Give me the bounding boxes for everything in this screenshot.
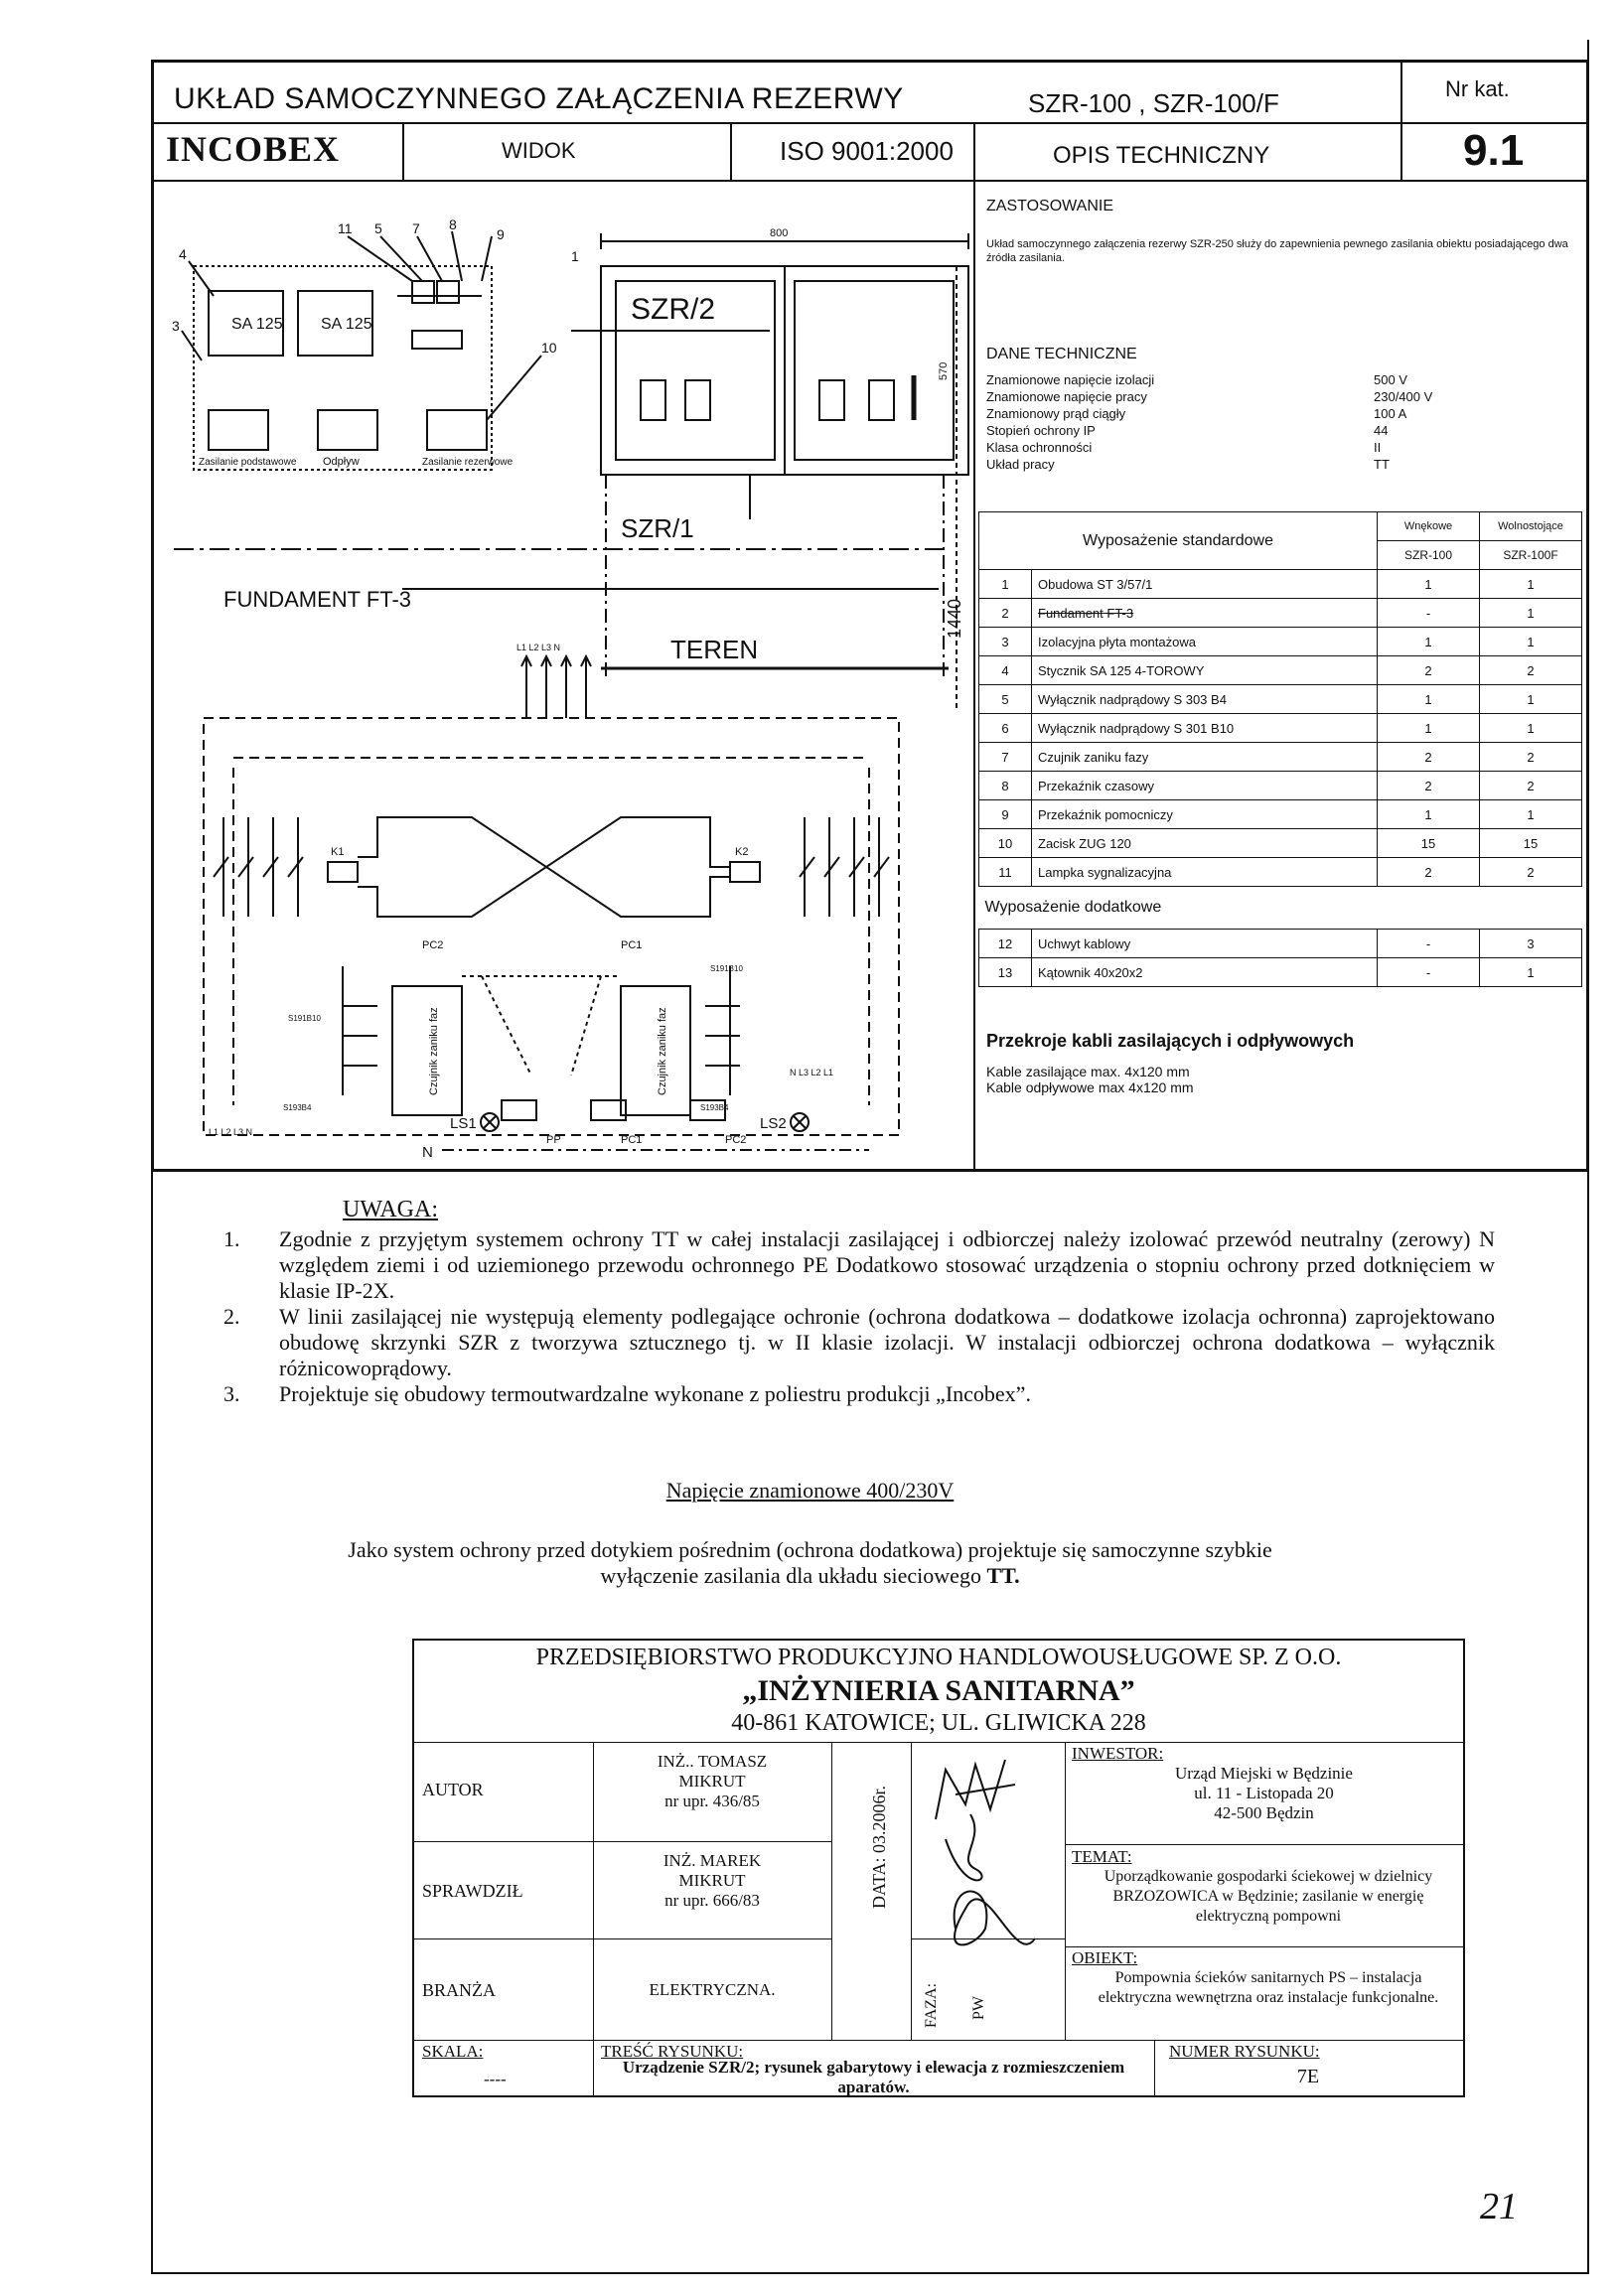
table-cell-n: 4 xyxy=(979,656,1032,685)
signatures xyxy=(916,1750,1060,2018)
table-cell-a: 1 xyxy=(1378,714,1480,743)
table-row xyxy=(979,685,1582,714)
drawing-content-value: Urządzenie SZR/2; rysunek gabarytowy i elewacja z rozmieszczeniem aparatów. xyxy=(622,2058,1125,2096)
table-row xyxy=(979,858,1582,887)
drawing-number-label: NUMER RYSUNKU: xyxy=(1169,2042,1320,2061)
label-phases-left: L1 L2 L3 N xyxy=(209,1127,253,1137)
table-cell-a: 2 xyxy=(1378,772,1480,800)
callout-4: 4 xyxy=(179,246,187,262)
table-cell-b: 2 xyxy=(1480,743,1582,772)
drawing-number-value: 7E xyxy=(1296,2066,1320,2087)
note-number: 1. xyxy=(223,1226,240,1251)
contactor-label-1: SA 125 xyxy=(231,316,283,333)
callout-9: 9 xyxy=(497,226,505,242)
label-phases-right: N L3 L2 L1 xyxy=(790,1068,834,1077)
table-cell-n: 2 xyxy=(979,599,1032,628)
notes-title: UWAGA: xyxy=(343,1197,438,1222)
notes-list xyxy=(223,1226,1495,1407)
table-cell-name: Kątownik 40x20x2 xyxy=(1032,958,1378,987)
table-cell-a: 1 xyxy=(1378,685,1480,714)
iso-label: ISO 9001:2000 xyxy=(780,136,954,166)
table-cell-n: 12 xyxy=(979,930,1032,958)
page-border-bottom xyxy=(151,2272,1589,2274)
table-cell-b: 1 xyxy=(1480,628,1582,656)
table-row xyxy=(979,570,1582,599)
branza-label: BRANŻA xyxy=(422,1980,497,2000)
label-pc1-bottom: PC1 xyxy=(621,1134,643,1146)
table-row xyxy=(979,829,1582,858)
phase-label: FAZA: xyxy=(923,1982,940,2028)
title-block: PRZEDSIĘBIORSTWO PRODUKCYJNO HANDLOWOUSŁUGOWE SP. Z O.O. „INŻYNIERIA SANITARNA” 40-861 KATOWICE; UL. GLIWICKA 228 AUTOR INŻ.. TOMASZ MIKRUT nr upr. 436/85 SPRAWDZIŁ INŻ. MAREK MIKRUT nr upr. 666/83 BRANŻA ELEKTRYCZNA. DATA: 03.2006r. FAZA: PW INWESTOR: Urząd Miejski w Będzinie ul. 11 - Listopada 20 42-500 Będzin TEMAT: Uporządkowanie gospodarki ściekowej w dzielnicy BRZOZOWICA w Będzinie; zasilanie w energię elektryczną pompowni OBIEKT: Pompownia ścieków sanitarnych PS – instalacja elektryczna wewnętrzna oraz instalacje funkcjonalne. SKALA: ---- TREŚĆ RYSUNKU: Urządzenie SZR/2; rysunek gabarytowy i elewacja z rozmieszczeniem aparatów. NUMER RYSUNKU: 7E xyxy=(412,1639,1465,2097)
investor-label: INWESTOR: xyxy=(1072,1744,1164,1763)
branza-value: ELEKTRYCZNA. xyxy=(649,1980,776,1999)
table-row xyxy=(979,930,1582,958)
note-number: 2. xyxy=(223,1304,240,1329)
table-cell-a: 15 xyxy=(1378,829,1480,858)
autor-name: INŻ.. TOMASZ MIKRUT nr upr. 436/85 xyxy=(657,1752,768,1810)
table-cell-n: 6 xyxy=(979,714,1032,743)
sprawdzil-label: SPRAWDZIŁ xyxy=(422,1881,523,1901)
table-cell-a: - xyxy=(1378,599,1480,628)
scale-value: ---- xyxy=(484,2070,507,2088)
label-pp: PP xyxy=(546,1134,561,1146)
label-ls1: LS1 xyxy=(450,1115,477,1132)
view-label: WIDOK xyxy=(502,138,576,163)
table-cell-a: 2 xyxy=(1378,743,1480,772)
object-label: OBIEKT: xyxy=(1072,1948,1138,1967)
note-item xyxy=(223,1304,1495,1381)
contactor-label-2: SA 125 xyxy=(321,316,372,333)
dimension-800: 800 xyxy=(770,227,789,239)
label-k2: K2 xyxy=(735,846,749,858)
label-s191b10-right: S191B10 xyxy=(710,964,743,973)
table-cell-a: - xyxy=(1378,958,1480,987)
table-row xyxy=(979,714,1582,743)
scale-label: SKALA: xyxy=(422,2042,484,2061)
label-rezerwowe: Zasilanie rezerwowe xyxy=(422,457,514,468)
label-pc2: PC2 xyxy=(422,939,444,951)
dimension-570: 570 xyxy=(938,361,950,380)
table-cell-b: 2 xyxy=(1480,656,1582,685)
table-cell-a: 1 xyxy=(1378,628,1480,656)
table-cell-name: Stycznik SA 125 4-TOROWY xyxy=(1032,656,1378,685)
catalog-number: 9.1 xyxy=(1463,126,1525,175)
technical-drawing xyxy=(154,182,972,1165)
label-s193b4-right: S193B4 xyxy=(700,1103,729,1112)
table-cell-name: Obudowa ST 3/57/1 xyxy=(1032,570,1378,599)
technical-data-list: Znamionowe napięcie izolacji 500 V Znamionowe napięcie pracy 230/400 V Znamionowy prąd ciągły 100 A Stopień ochrony IP 44 Klasa ochronności II Układ pracy TT xyxy=(986,372,1433,472)
label-s191b10-left: S191B10 xyxy=(288,1014,321,1023)
catalog-number-label: Nr kat. xyxy=(1445,76,1510,101)
investor-value: Urząd Miejski w Będzinie ul. 11 - Listopada 20 42-500 Będzin xyxy=(1175,1764,1353,1822)
table-cell-b: 1 xyxy=(1480,570,1582,599)
label-fundament: FUNDAMENT FT-3 xyxy=(223,587,412,612)
table-row xyxy=(979,656,1582,685)
table-row xyxy=(979,743,1582,772)
table-cell-name: Wyłącznik nadprądowy S 301 B10 xyxy=(1032,714,1378,743)
table-cell-n: 11 xyxy=(979,858,1032,887)
section-dane-techniczne: DANE TECHNICZNE xyxy=(986,346,1137,362)
table-row xyxy=(979,599,1582,628)
table-cell-name: Fundament FT-3 xyxy=(1032,599,1378,628)
table-cell-name: Przekaźnik pomocniczy xyxy=(1032,800,1378,829)
table-cell-n: 1 xyxy=(979,570,1032,599)
sprawdzil-name: INŻ. MAREK MIKRUT nr upr. 666/83 xyxy=(663,1851,762,1910)
table-cell-name: Przekaźnik czasowy xyxy=(1032,772,1378,800)
table-cell-b: 1 xyxy=(1480,599,1582,628)
phase-value: PW xyxy=(970,1996,987,2020)
table-cell-a: 2 xyxy=(1378,656,1480,685)
label-k1: K1 xyxy=(331,846,345,858)
signature-author xyxy=(936,1760,1015,1880)
table-cell-n: 3 xyxy=(979,628,1032,656)
label-n: N xyxy=(422,1144,433,1161)
signature-checker xyxy=(955,1892,1035,1945)
label-szr2: SZR/2 xyxy=(631,293,716,326)
callout-10: 10 xyxy=(541,340,557,356)
label-zasilanie: Zasilanie podstawowe xyxy=(199,457,297,468)
table-cell-name: Czujnik zaniku fazy xyxy=(1032,743,1378,772)
sheet-models: SZR-100 , SZR-100/F xyxy=(1028,88,1279,118)
callout-5: 5 xyxy=(374,220,382,236)
sheet-title: UKŁAD SAMOCZYNNEGO ZAŁĄCZENIA REZERWY xyxy=(174,82,904,115)
section-zastosowanie: ZASTOSOWANIE Układ samoczynnego załączenia rezerwy SZR-250 służy do zapewnienia pewnego zasilania obiektu posiadającego dwa źródła zasilania. xyxy=(986,198,1568,264)
table-cell-n: 5 xyxy=(979,685,1032,714)
table-header-additional: Wyposażenie dodatkowe xyxy=(979,887,1582,930)
catalog-sheet xyxy=(151,60,1589,1172)
callout-7: 7 xyxy=(412,220,420,236)
rated-voltage: Napięcie znamionowe 400/230V xyxy=(665,1478,955,1503)
label-s193b4-left: S193B4 xyxy=(283,1103,312,1112)
dimension-1440: 1440 xyxy=(945,598,964,639)
table-cell-b: 2 xyxy=(1480,858,1582,887)
table-cell-n: 8 xyxy=(979,772,1032,800)
subject-label: TEMAT: xyxy=(1072,1847,1132,1866)
table-cell-name: Izolacyjna płyta montażowa xyxy=(1032,628,1378,656)
table-cell-n: 13 xyxy=(979,958,1032,987)
callout-11: 11 xyxy=(338,220,353,236)
date-value: DATA: 03.2006r. xyxy=(869,1785,889,1909)
table-cell-b: 1 xyxy=(1480,714,1582,743)
page-number: 21 xyxy=(1480,2186,1518,2227)
section-cables: Przekroje kabli zasilających i odpływowych Kable zasilające max. 4x120 mm Kable odpływowe max 4x120 mm xyxy=(986,1031,1355,1095)
label-ls2: LS2 xyxy=(760,1115,787,1132)
object-value: Pompownia ścieków sanitarnych PS – instalacja elektryczna wewnętrzna oraz instalacje funkcjonalne. xyxy=(1098,1969,1439,2006)
table-cell-a: 1 xyxy=(1378,570,1480,599)
note-text: W linii zasilającej nie występują elementy podlegające ochronie (ochrona dodatkowa – dodatkowe izolacja ochronna) zaprojektowano obudowę skrzynki SZR z tworzywa sztucznego tj. w II klasie izolacji. W instalacji odbiorczej ochrona dodatkowa – wyłącznik różnicowoprądowy. xyxy=(279,1304,1495,1380)
table-cell-name: Lampka sygnalizacyjna xyxy=(1032,858,1378,887)
label-teren: TEREN xyxy=(670,635,759,664)
table-cell-a: 1 xyxy=(1378,800,1480,829)
label-pc1: PC1 xyxy=(621,939,643,951)
table-cell-b: 1 xyxy=(1480,958,1582,987)
table-row xyxy=(979,628,1582,656)
page-border-left xyxy=(151,1172,153,2274)
table-cell-n: 7 xyxy=(979,743,1032,772)
table-cell-name: Uchwyt kablowy xyxy=(1032,930,1378,958)
note-item xyxy=(223,1381,1495,1407)
table-header-standard: Wyposażenie standardowe xyxy=(979,512,1378,570)
table-row xyxy=(979,958,1582,987)
callout-8: 8 xyxy=(449,216,457,232)
note-text: Zgodnie z przyjętym systemem ochrony TT w całej instalacji zasilającej i odbiorczej należy izolować przewód neutralny (zerowy) N względem ziemi i od uziemionego przewodu ochronnego PE Dodatkowo stosować urządzenia o stopniu ochrony przed dotknięciem w klasie IP-2X. xyxy=(279,1226,1495,1303)
callout-3: 3 xyxy=(172,318,180,334)
label-pc2-bottom: PC2 xyxy=(725,1134,747,1146)
label-czujnik-left: Czujnik zaniku faz xyxy=(428,1007,440,1095)
table-cell-a: 2 xyxy=(1378,858,1480,887)
equipment-table: Wyposażenie standardowe Wnękowe Wolnostojące SZR-100 SZR-100F 1 Obudowa ST 3/57/1 1 1 2 Fundament FT-3 - 1 3 Izolacyjna płyta montażowa 1 1 4 Stycznik SA 125 4-TOROWY 2 2 5 Wyłącznik nadprądowy S 303 B4 1 1 6 Wyłącznik nadprądowy S 301 B10 1 1 7 Czujnik zaniku fazy 2 2 8 Przekaźnik czasowy 2 2 9 Przekaźnik pomocniczy 1 1 10 Zacisk ZUG 120 15 15 11 Lampka sygnalizacyjna 2 2 Wyposażenie dodatkowe 12 Uchwyt kablowy - 3 13 Kątownik 40x20x2 - 1 xyxy=(978,511,1582,987)
table-cell-b: 2 xyxy=(1480,772,1582,800)
tech-desc-label: OPIS TECHNICZNY xyxy=(1053,142,1270,169)
table-cell-a: - xyxy=(1378,930,1480,958)
table-cell-n: 9 xyxy=(979,800,1032,829)
table-cell-b: 3 xyxy=(1480,930,1582,958)
subject-value: Uporządkowanie gospodarki ściekowej w dzielnicy BRZOZOWICA w Będzinie; zasilanie w energię elektryczną pompowni xyxy=(1104,1868,1433,1925)
note-text: Projektuje się obudowy termoutwardzalne wykonane z poliestru produkcji „Incobex”. xyxy=(279,1381,1031,1406)
table-cell-name: Wyłącznik nadprądowy S 303 B4 xyxy=(1032,685,1378,714)
table-cell-name: Zacisk ZUG 120 xyxy=(1032,829,1378,858)
table-row xyxy=(979,772,1582,800)
table-cell-b: 1 xyxy=(1480,685,1582,714)
incobex-logo: INCOBEX xyxy=(166,129,341,169)
note-item xyxy=(223,1226,1495,1304)
table-row xyxy=(979,800,1582,829)
table-cell-n: 10 xyxy=(979,829,1032,858)
protection-paragraph: Jako system ochrony przed dotykiem pośrednim (ochrona dodatkowa) projektuje się samoczynne szybkie wyłączenie zasilania dla układu sieciowego TT. xyxy=(348,1537,1272,1588)
label-czujnik-right: Czujnik zaniku faz xyxy=(657,1007,668,1095)
callout-1: 1 xyxy=(571,248,579,264)
label-odplyw: Odpływ xyxy=(323,456,360,468)
label-phases-top: L1 L2 L3 N xyxy=(516,643,561,652)
drawing-content-label: TREŚĆ RYSUNKU: xyxy=(601,2042,744,2061)
table-cell-b: 15 xyxy=(1480,829,1582,858)
note-number: 3. xyxy=(223,1381,240,1406)
autor-label: AUTOR xyxy=(422,1780,484,1799)
label-szr1: SZR/1 xyxy=(621,513,694,543)
table-cell-b: 1 xyxy=(1480,800,1582,829)
